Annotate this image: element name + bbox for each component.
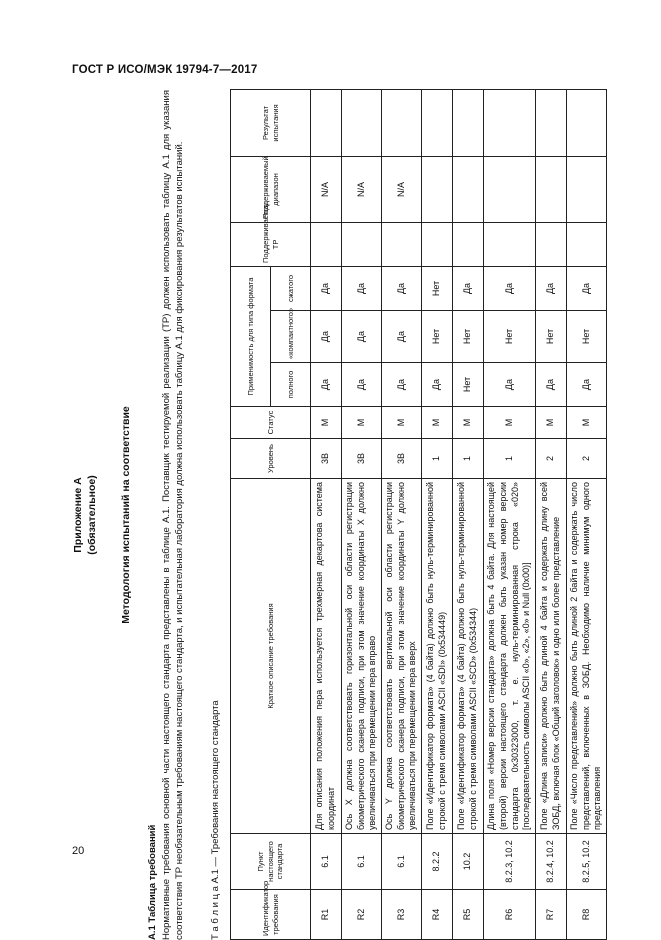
row-compressed: Да [342, 266, 382, 310]
table-row [566, 89, 606, 939]
row-clause: 10.2 [453, 834, 484, 890]
row-range[interactable]: N/A [382, 156, 422, 222]
row-description: Ось Y должна соответствовать вертикальной оси области регистрации биометрического сканера подписи, при этом значение координаты Y должно увеличиваться при перемещении пера вверх [382, 479, 422, 834]
appendix-subtitle: (обязательное) [85, 475, 98, 555]
row-compressed: Да [382, 266, 422, 310]
row-id: R7 [535, 890, 566, 940]
row-status: M [342, 407, 382, 439]
appendix-heading [72, 90, 99, 940]
header-level: Уровень [231, 439, 311, 479]
row-level: 1 [422, 439, 453, 479]
requirements-table [230, 89, 607, 940]
standard-header: ГОСТ Р ИСО/МЭК 19794-7—2017 [72, 64, 258, 76]
row-description: Поле «Длина записи» должно быть длиной 4 байта и содержать длину всей ЗОБД, включая блок «Общий заголовок» и одно или более представление [535, 479, 566, 834]
row-compressed: Нет [422, 266, 453, 310]
row-level: 3B [382, 439, 422, 479]
row-full: Да [566, 363, 606, 407]
table-caption: Т а б л и ц а А.1 — Требования настоящего стандарта [210, 700, 221, 940]
row-level: 2 [566, 439, 606, 479]
row-supported[interactable] [566, 222, 606, 266]
row-compressed: Да [453, 266, 484, 310]
row-clause: 8.2.5, 10.2 [566, 834, 606, 890]
row-supported[interactable] [535, 222, 566, 266]
table-row [342, 89, 382, 939]
row-result[interactable] [342, 89, 382, 156]
row-id: R8 [566, 890, 606, 940]
row-result[interactable] [453, 89, 484, 156]
row-compressed: Да [484, 266, 536, 310]
row-range[interactable] [566, 156, 606, 222]
row-compressed: Да [311, 266, 342, 310]
row-result[interactable] [566, 89, 606, 156]
page-number: 20 [72, 845, 85, 857]
table-row [535, 89, 566, 939]
row-compact: Нет [422, 311, 453, 363]
row-compact: Да [311, 311, 342, 363]
table-row [453, 89, 484, 939]
row-level: 2 [535, 439, 566, 479]
row-result[interactable] [311, 89, 342, 156]
row-result[interactable] [382, 89, 422, 156]
row-clause: 8.2.3, 10.2 [484, 834, 536, 890]
rotated-page-content [72, 90, 632, 940]
row-status: M [484, 407, 536, 439]
table-row [484, 89, 536, 939]
subsection-title: А.1 Таблица требований [147, 824, 158, 940]
row-clause: 6.1 [342, 834, 382, 890]
section-title: Методология испытаний на соответствие [120, 406, 132, 624]
intro-paragraph: Нормативные требования основной части настоящего стандарта представлены в таблице А.1. Поставщик тестируемой реализации (ТР) должен использовать таблицу А.1 для указания соответствия ТР необязательным требованиям настоящего стандарта, и испытательная лаборатория должна использовать таблицу А.1 для фиксирования результатов испытаний. [161, 90, 186, 940]
table-row [382, 89, 422, 939]
row-compressed: Да [566, 266, 606, 310]
table-row [422, 89, 453, 939]
row-compressed: Да [535, 266, 566, 310]
row-compact: Да [382, 311, 422, 363]
row-status: M [453, 407, 484, 439]
row-range[interactable] [422, 156, 453, 222]
row-result[interactable] [422, 89, 453, 156]
header-id: Идентификатор требования [231, 890, 311, 940]
row-clause: 6.1 [382, 834, 422, 890]
row-id: R1 [311, 890, 342, 940]
header-description: Краткое описание требования [231, 479, 311, 834]
appendix-title: Приложение А [72, 477, 84, 553]
row-supported[interactable] [453, 222, 484, 266]
table-row [311, 89, 342, 939]
row-result[interactable] [535, 89, 566, 156]
row-range[interactable]: N/A [342, 156, 382, 222]
row-status: M [535, 407, 566, 439]
row-supported[interactable] [342, 222, 382, 266]
row-full: Нет [453, 363, 484, 407]
row-description: Поле «Идентификатор формата» (4 байта) должно быть нуль-терминированной строкой с тремя символами ASCII «SDI» (0x534449) [422, 479, 453, 834]
row-supported[interactable] [311, 222, 342, 266]
row-description: Длина поля «Номер версии стандарта» должна быть 4 байта. Для настоящей (второй) версии настоящего стандарта должен быть указан номер версии стандарта 0x30323000, т. е. нуль-терминированная строка «020» [последовательность символы ASCII «0», «2», «0» и Null (0x00)] [484, 479, 536, 834]
row-supported[interactable] [422, 222, 453, 266]
row-full: Да [422, 363, 453, 407]
row-id: R2 [342, 890, 382, 940]
row-description: Для описания положения пера используется трехмерная декартова система координат [311, 479, 342, 834]
row-compact: Нет [566, 311, 606, 363]
row-clause: 8.2.2 [422, 834, 453, 890]
row-description: Поле «Число представлений» должно быть длиной 2 байта и содержать число представлений, включенных в ЗОБД. Необходимо наличие минимум одного представления [566, 479, 606, 834]
row-status: M [311, 407, 342, 439]
row-id: R5 [453, 890, 484, 940]
row-id: R4 [422, 890, 453, 940]
header-status: Статус [231, 407, 311, 439]
header-compressed: сжатого [271, 266, 311, 310]
row-description: Ось X должна соответствовать горизонтальной оси области регистрации биометрического сканера подписи, при этом значение координаты X должно увеличиваться при перемещении пера вправо [342, 479, 382, 834]
row-level: 1 [453, 439, 484, 479]
row-level: 3B [311, 439, 342, 479]
header-supported-range: Поддерживаемый диапазон [231, 156, 311, 222]
row-full: Да [311, 363, 342, 407]
row-status: M [382, 407, 422, 439]
header-full: полного [271, 363, 311, 407]
row-clause: 8.2.4, 10.2 [535, 834, 566, 890]
row-compact: Нет [535, 311, 566, 363]
header-supported: Поддерживается ТР [231, 222, 311, 266]
row-level: 3B [342, 439, 382, 479]
header-clause: Пункт настоящего стандарта [231, 834, 311, 890]
row-status: M [422, 407, 453, 439]
row-result[interactable] [484, 89, 536, 156]
row-full: Да [484, 363, 536, 407]
row-compact: Да [342, 311, 382, 363]
row-id: R6 [484, 890, 536, 940]
row-range[interactable] [535, 156, 566, 222]
header-compact: «компактного» [271, 311, 311, 363]
row-range[interactable] [453, 156, 484, 222]
row-compact: Нет [484, 311, 536, 363]
row-full: Да [382, 363, 422, 407]
row-supported[interactable] [382, 222, 422, 266]
row-id: R3 [382, 890, 422, 940]
row-clause: 6.1 [311, 834, 342, 890]
row-full: Да [535, 363, 566, 407]
header-applicability: Применимость для типа формата [231, 266, 271, 406]
row-compact: Нет [453, 311, 484, 363]
row-range[interactable]: N/A [311, 156, 342, 222]
header-result: Результат испытания [231, 89, 311, 156]
row-supported[interactable] [484, 222, 536, 266]
row-description: Поле «Идентификатор формата» (4 байта) должно быть нуль-терминированной строкой с тремя символами ASCII «SCD» (0x534344) [453, 479, 484, 834]
row-level: 1 [484, 439, 536, 479]
row-status: M [566, 407, 606, 439]
row-range[interactable] [484, 156, 536, 222]
row-full: Да [342, 363, 382, 407]
